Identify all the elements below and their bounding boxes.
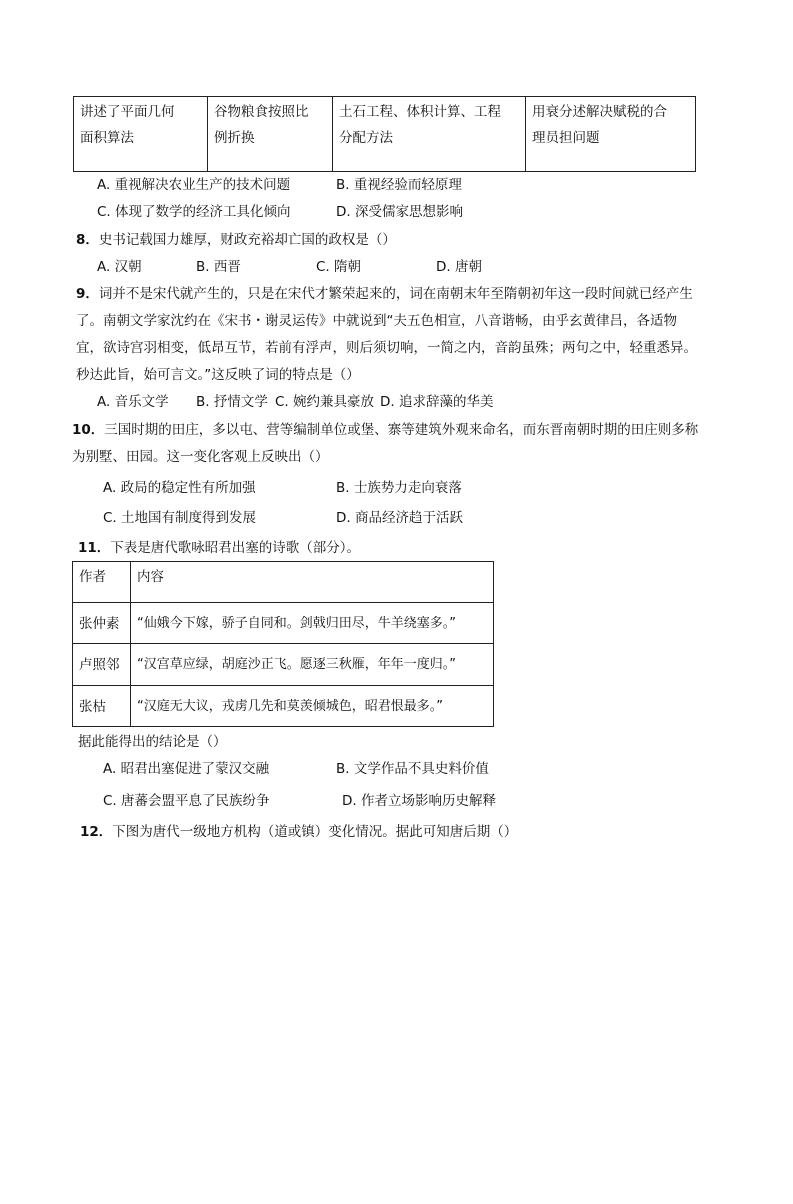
q11-stem — [78, 536, 360, 556]
table-cell: 用衰分述解决赋税的合 理员担问题 — [526, 97, 696, 172]
q9-option-c: C. 婉约兼具豪放 — [275, 394, 375, 410]
q12-text: 下图为唐代一级地方机构（道或镇）变化情况。据此可知唐后期（） — [112, 824, 518, 840]
content-cell: “仙娥今下嫁，骄子自同和。剑戟归田尽，牛羊绕塞多。” — [131, 603, 494, 644]
q11-after: 据此能得出的结论是（） — [78, 734, 227, 750]
q9-option-a: A. 音乐文学 — [97, 394, 169, 410]
author-cell: 卢照邻 — [73, 644, 131, 686]
q9-line4: 秒达此旨，始可言文。”这反映了词的特点是（） — [76, 367, 360, 383]
q11-number: 11． — [78, 540, 111, 556]
q12-stem — [80, 820, 517, 840]
content-cell: “汉庭无大议，戎虏几先和莫羡倾城色，昭君恨最多。” — [131, 686, 494, 727]
q11-table — [72, 561, 494, 727]
top-table — [73, 96, 696, 172]
q10-line1 — [72, 418, 698, 438]
q10-option-b: B. 士族势力走向衰落 — [336, 480, 462, 496]
q8-option-b: B. 西晋 — [196, 259, 241, 275]
q8-option-a: A. 汉朝 — [97, 259, 142, 275]
q10-line2: 为别墅、田园。这一变化客观上反映出（） — [72, 449, 329, 465]
table-row — [73, 686, 494, 727]
table-row — [74, 97, 696, 172]
q11-option-c: C. 唐蕃会盟平息了民族纷争 — [103, 793, 270, 809]
q8-stem — [76, 228, 396, 248]
q9-option-b: B. 抒情文学 — [196, 394, 268, 410]
q9-line1 — [76, 282, 693, 302]
q10-number: 10． — [72, 422, 105, 438]
q7-option-b: B. 重视经验而轻原理 — [336, 177, 462, 193]
q8-text: 史书记载国力雄厚，财政充裕却亡国的政权是（） — [98, 232, 396, 248]
author-cell: 张枯 — [73, 686, 131, 727]
table-cell: 谷物粮食按照比 例折换 — [208, 97, 333, 172]
table-cell: 讲述了平面几何 面积算法 — [74, 97, 208, 172]
q10-option-c: C. 土地国有制度得到发展 — [103, 510, 257, 526]
q9-line3: 宜，欲诗宫羽相变，低昂互节，若前有浮声，则后须切响，一简之内，音韵虽殊；两句之中，轻重悉异。 — [76, 340, 697, 356]
q10-option-d: D. 商品经济趋于活跃 — [336, 510, 463, 526]
q9-text: 词并不是宋代就产生的，只是在宋代才繁荣起来的，词在南朝末年至隋朝初年这一段时间就已经产生 — [98, 286, 693, 302]
q7-option-a: A. 重视解决农业生产的技术问题 — [97, 177, 291, 193]
q7-option-d: D. 深受儒家思想影响 — [336, 204, 463, 220]
q11-text: 下表是唐代歌咏昭君出塞的诗歌（部分）。 — [110, 540, 361, 556]
q11-option-b: B. 文学作品不具史料价值 — [336, 761, 489, 777]
content-cell: “汉宫草应绿，胡庭沙正飞。愿逐三秋雁，年年一度归。” — [131, 644, 494, 686]
q12-number: 12． — [80, 824, 113, 840]
q9-number: 9． — [76, 286, 99, 302]
table-header-row — [73, 562, 494, 603]
table-row — [73, 603, 494, 644]
header-author: 作者 — [73, 562, 131, 603]
q8-option-c: C. 隋朝 — [316, 259, 362, 275]
q10-text: 三国时期的田庄，多以屯、营等编制单位或堡、寨等建筑外观来命名，而东晋南朝时期的田庄则多称 — [104, 422, 699, 438]
q8-option-d: D. 唐朝 — [436, 259, 482, 275]
q11-option-d: D. 作者立场影响历史解释 — [342, 793, 496, 809]
q8-number: 8． — [76, 232, 99, 248]
header-content: 内容 — [131, 562, 494, 603]
q10-option-a: A. 政局的稳定性有所加强 — [103, 480, 256, 496]
author-cell: 张仲素 — [73, 603, 131, 644]
table-row — [73, 644, 494, 686]
q9-option-d: D. 追求辞藻的华美 — [380, 394, 494, 410]
table-cell: 土石工程、体积计算、工程 分配方法 — [333, 97, 526, 172]
q11-option-a: A. 昭君出塞促进了蒙汉交融 — [103, 761, 270, 777]
q9-line2: 了。南朝文学家沈约在《宋书・谢灵运传》中就说到“夫五色相宣，八音谐畅，由乎玄黄律吕，各适物 — [76, 313, 677, 329]
q7-option-c: C. 体现了数学的经济工具化倾向 — [97, 204, 291, 220]
